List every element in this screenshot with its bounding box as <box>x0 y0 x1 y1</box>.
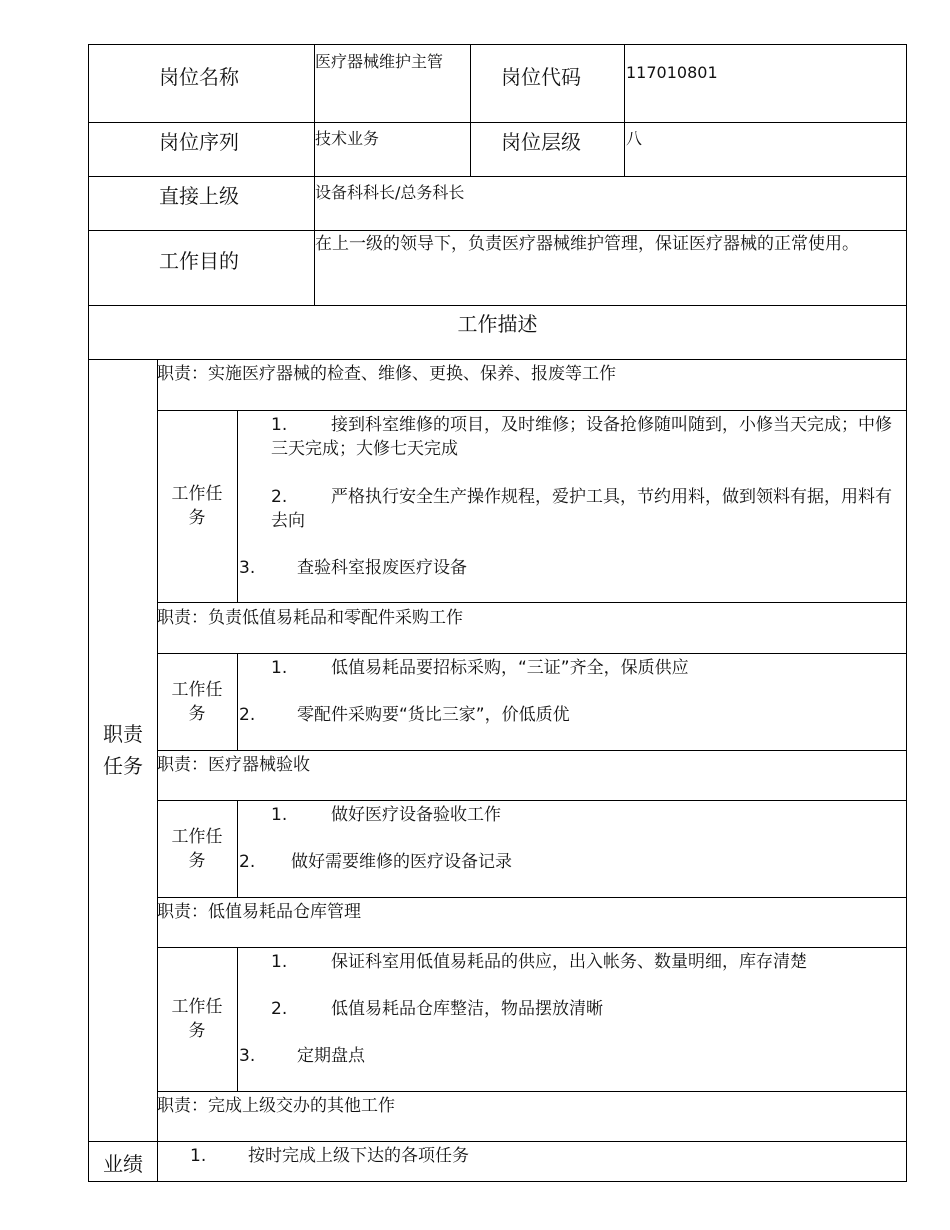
task-number: 1. <box>271 658 288 678</box>
task-item <box>239 1044 899 1068</box>
task-text: 定期盘点 <box>297 1046 365 1066</box>
row-divider <box>157 897 906 898</box>
task-label-text: 工作任务 <box>171 484 223 528</box>
task-label <box>159 653 235 750</box>
performance-number: 1. <box>190 1146 207 1166</box>
task-item <box>271 997 901 1021</box>
task-number: 1. <box>271 805 288 825</box>
task-number: 1. <box>271 415 288 435</box>
row-divider <box>157 800 906 801</box>
task-label <box>159 947 235 1091</box>
task-item <box>239 556 899 580</box>
sequence-value: 技术业务 <box>315 129 380 148</box>
task-number: 2. <box>271 487 288 507</box>
col-divider <box>237 947 238 1091</box>
row-divider <box>89 122 906 123</box>
row-divider <box>89 1141 906 1142</box>
position-code-value: 117010801 <box>626 63 718 82</box>
task-item <box>271 656 901 680</box>
superior-label: 直接上级 <box>159 184 239 208</box>
task-text: 查验科室报废医疗设备 <box>297 558 467 578</box>
duty-title: 职责：低值易耗品仓库管理 <box>157 902 361 922</box>
task-number: 1. <box>271 952 288 972</box>
task-number: 2. <box>239 705 256 725</box>
duties-label-text: 职责任务 <box>103 722 143 778</box>
task-number: 3. <box>239 1046 256 1066</box>
row-divider <box>157 1091 906 1092</box>
task-item <box>271 803 901 827</box>
col-divider <box>237 800 238 897</box>
row-divider <box>157 410 906 411</box>
task-item <box>271 413 901 461</box>
task-label <box>159 410 235 602</box>
sequence-label: 岗位序列 <box>159 130 239 154</box>
duties-label <box>89 359 157 1141</box>
task-label <box>159 800 235 897</box>
position-name-value: 医疗器械维护主管 <box>315 52 444 71</box>
task-item <box>239 850 899 874</box>
position-code-label: 岗位代码 <box>501 65 581 89</box>
task-label-text: 工作任务 <box>171 679 223 724</box>
row-divider <box>157 750 906 751</box>
purpose-label: 工作目的 <box>159 249 239 273</box>
task-number: 2. <box>271 999 288 1019</box>
duty-title: 职责：医疗器械验收 <box>157 755 310 775</box>
duty-title: 职责：负责低值易耗品和零配件采购工作 <box>157 608 463 628</box>
col-divider <box>237 653 238 750</box>
task-text: 做好需要维修的医疗设备记录 <box>291 852 512 872</box>
row-divider <box>157 653 906 654</box>
task-item <box>271 485 901 533</box>
row-divider <box>157 947 906 948</box>
performance-label: 业绩 <box>103 1151 143 1176</box>
row-divider <box>89 359 906 360</box>
duty-title: 职责：实施医疗器械的检查、维修、更换、保养、报废等工作 <box>157 364 616 384</box>
row-divider <box>89 176 906 177</box>
task-text: 保证科室用低值易耗品的供应，出入帐务、数量明细，库存清楚 <box>331 952 807 972</box>
row-divider <box>157 602 906 603</box>
level-value: 八 <box>626 129 643 148</box>
col-divider <box>237 410 238 602</box>
row-divider <box>89 230 906 231</box>
task-label-text: 工作任务 <box>171 997 223 1041</box>
job-description-table <box>88 44 907 1182</box>
task-item <box>271 950 901 974</box>
task-text: 做好医疗设备验收工作 <box>331 805 501 825</box>
duty-title: 职责：完成上级交办的其他工作 <box>157 1096 395 1116</box>
col-divider <box>314 45 315 305</box>
task-text: 低值易耗品仓库整洁，物品摆放清晰 <box>331 999 603 1019</box>
superior-value: 设备科科长/总务科长 <box>315 183 465 202</box>
performance-text: 按时完成上级下达的各项任务 <box>248 1146 469 1166</box>
col-divider <box>470 45 471 176</box>
task-text: 严格执行安全生产操作规程，爱护工具，节约用料，做到领料有据，用料有去向 <box>271 487 892 531</box>
task-text: 低值易耗品要招标采购，“三证”齐全，保质供应 <box>331 658 689 678</box>
task-text: 零配件采购要“货比三家”，价低质优 <box>297 705 570 725</box>
position-name-label: 岗位名称 <box>159 65 239 89</box>
task-label-text: 工作任务 <box>171 826 223 871</box>
col-divider <box>624 45 625 176</box>
task-number: 2. <box>239 852 256 872</box>
level-label: 岗位层级 <box>501 130 581 154</box>
task-text: 接到科室维修的项目，及时维修；设备抢修随叫随到，小修当天完成；中修三天完成；大修七天完成 <box>271 415 892 459</box>
task-item <box>239 703 899 727</box>
task-number: 3. <box>239 558 256 578</box>
description-title: 工作描述 <box>457 311 538 336</box>
purpose-value: 在上一级的领导下，负责医疗器械维护管理，保证医疗器械的正常使用。 <box>315 234 859 254</box>
performance-item <box>190 1144 890 1168</box>
